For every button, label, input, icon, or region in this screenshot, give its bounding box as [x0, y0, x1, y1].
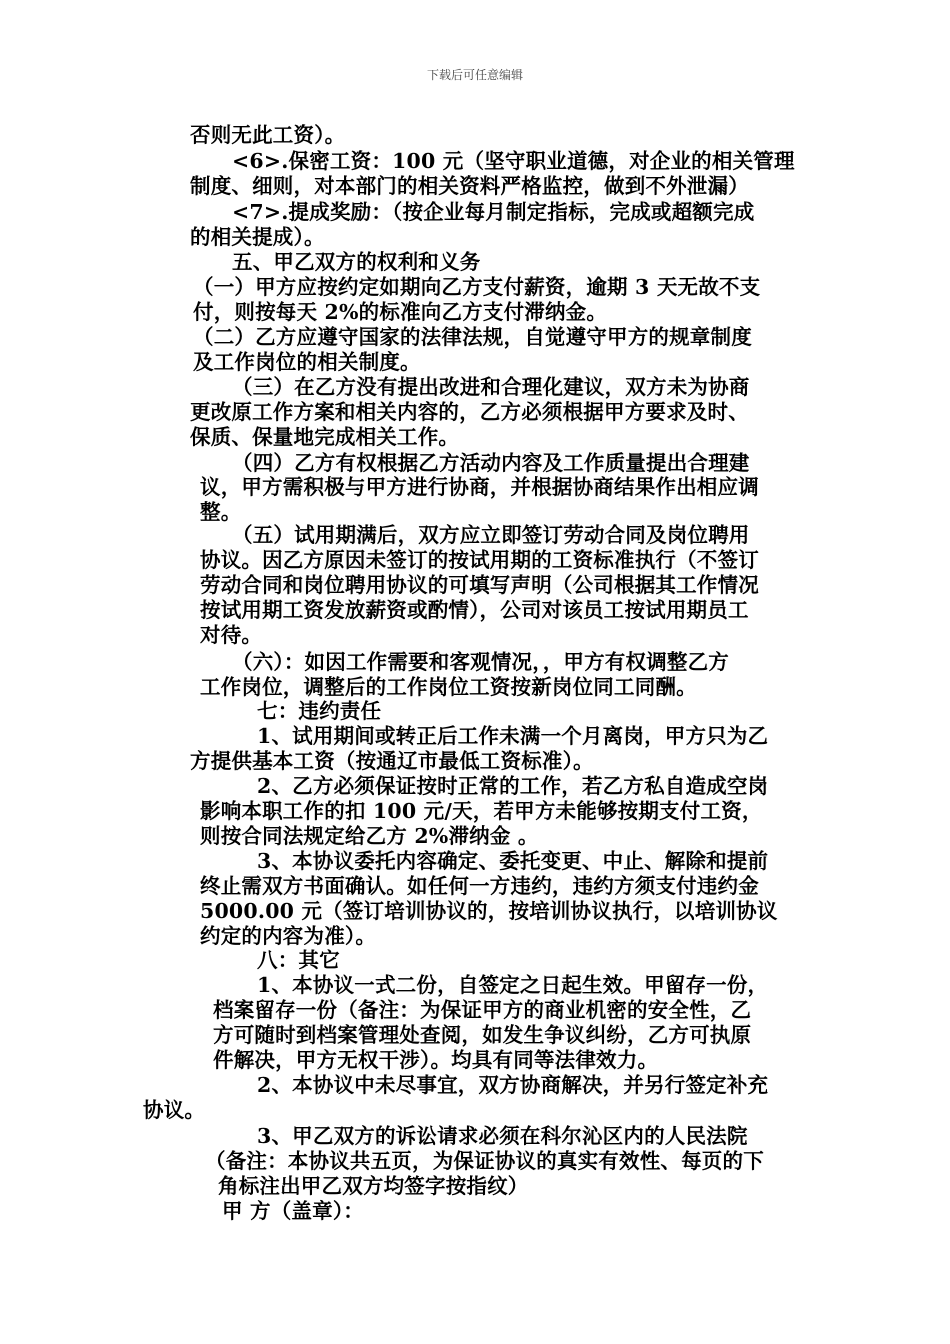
text-line: 对待。 — [200, 623, 263, 647]
text-line: 议，甲方需积极与甲方进行协商，并根据协商结果作出相应调 — [200, 475, 759, 499]
text-line: 制度、细则，对本部门的相关资料严格监控，做到不外泄漏） — [190, 174, 749, 198]
text-line: 协议。因乙方原因未签订的按试用期的工资标准执行（不签订 — [200, 548, 759, 572]
text-line: 协议。 — [143, 1098, 206, 1122]
text-line: 1、试用期间或转正后工作未满一个月离岗，甲方只为乙 — [257, 724, 769, 748]
text-line: （一）甲方应按约定如期向乙方支付薪资，逾期 3 天无故不支 — [193, 275, 761, 299]
text-line: 2、乙方必须保证按时正常的工作，若乙方私自造成空岗 — [257, 774, 769, 798]
section-heading: 五、甲乙双方的权利和义务 — [232, 250, 481, 274]
signature-line: 甲 方（盖章）： — [222, 1199, 364, 1223]
text-line: <6>.保密工资：100 元（坚守职业道德，对企业的相关管理 — [232, 149, 795, 173]
page-header: 下载后可任意编辑 — [426, 68, 523, 82]
text-line: 按试用期工资发放薪资或酌情），公司对该员工按试用期员工 — [200, 598, 749, 622]
text-line: 工作岗位，调整后的工作岗位工资按新岗位同工同酬。 — [200, 675, 697, 699]
text-line: 更改原工作方案和相关内容的，乙方必须根据甲方要求及时、 — [190, 400, 749, 424]
text-line: （六）：如因工作需要和客观情况，，甲方有权调整乙方 — [232, 650, 729, 674]
text-line: 方可随时到档案管理处查阅，如发生争议纠纷，乙方可执原 — [213, 1023, 752, 1047]
text-line: （五）试用期满后，双方应立即签订劳动合同及岗位聘用 — [232, 523, 750, 547]
text-line: 整。 — [200, 500, 242, 524]
text-line: 2、本协议中未尽事宜，双方协商解决，并另行签定补充 — [257, 1073, 769, 1097]
text-line: 否则无此工资）。 — [190, 123, 346, 147]
text-line: 及工作岗位的相关制度。 — [193, 350, 421, 374]
text-line: （四）乙方有权根据乙方活动内容及工作质量提出合理建 — [232, 451, 750, 475]
text-line: （三）在乙方没有提出改进和合理化建议，双方未为协商 — [232, 375, 750, 399]
text-line: 劳动合同和岗位聘用协议的可填写声明（公司根据其工作情况 — [200, 573, 759, 597]
text-line: 付，则按每天 2%的标准向乙方支付滞纳金。 — [193, 300, 608, 324]
section-heading: 七：违约责任 — [257, 699, 382, 723]
text-line: 保质、保量地完成相关工作。 — [190, 425, 460, 449]
text-line: <7>.提成奖励：（按企业每月制定指标，完成或超额完成 — [232, 200, 755, 224]
text-line: 1、本协议一式二份，自签定之日起生效。甲留存一份， — [257, 973, 769, 997]
text-line: （二）乙方应遵守国家的法律法规，自觉遵守甲方的规章制度 — [193, 325, 752, 349]
text-line: 终止需双方书面确认。如任何一方违约，违约方须支付违约金 — [200, 874, 759, 898]
section-heading: 八：其它 — [257, 948, 340, 972]
text-line: 影响本职工作的扣 100 元/天，若甲方未能够按期支付工资， — [200, 799, 763, 823]
text-line: 则按合同法规定给乙方 2%滞纳金 。 — [200, 824, 539, 848]
text-line: 档案留存一份（备注：为保证甲方的商业机密的安全性，乙 — [213, 998, 752, 1022]
text-line: 方提供基本工资（按通辽市最低工资标准）。 — [190, 749, 594, 773]
text-line: 角标注出甲乙双方均签字按指纹） — [218, 1174, 529, 1198]
text-line: 约定的内容为准）。 — [200, 924, 377, 948]
text-line: 的相关提成）。 — [190, 225, 325, 249]
text-line: （备注：本协议共五页，为保证协议的真实有效性、每页的下 — [205, 1149, 764, 1173]
text-line: 3、甲乙双方的诉讼请求必须在科尔沁区内的人民法院 — [257, 1124, 748, 1148]
text-line: 3、本协议委托内容确定、委托变更、中止、解除和提前 — [257, 849, 769, 873]
text-line: 件解决，甲方无权干涉）。均具有同等法律效力。 — [213, 1048, 659, 1072]
text-line: 5000.00 元（签订培训协议的，按培训协议执行，以培训协议 — [200, 899, 778, 923]
